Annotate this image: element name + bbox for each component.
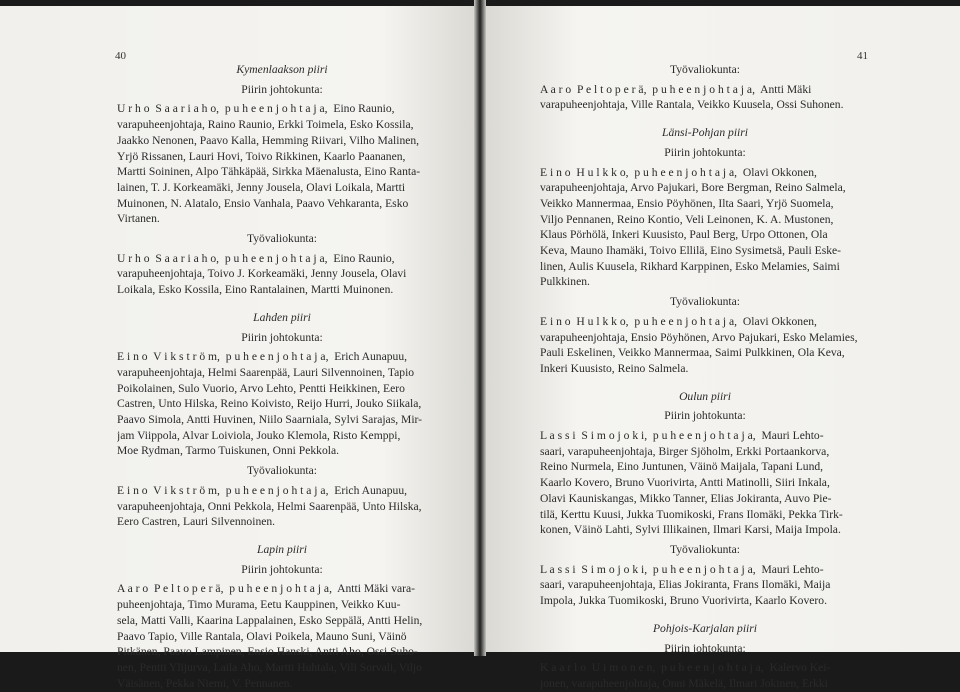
text-line: linen, Aulis Kuusela, Rikhard Karppinen, Esko Melamies, Saimi bbox=[540, 259, 840, 273]
member-list bbox=[117, 251, 447, 298]
text-line: varapuheenjohtaja, Helmi Saarenpää, Lauri Silvennoinen, Tapio bbox=[117, 365, 415, 379]
text-line: Keva, Mauno Ihamäki, Toivo Ellilä, Eino Sysimetsä, Pauli Eske- bbox=[540, 244, 842, 258]
text-line: Pulkkinen. bbox=[540, 275, 590, 289]
section-title: Pohjois-Karjalan piiri bbox=[652, 621, 758, 635]
section-heading: Piirin johtokunta: bbox=[664, 409, 746, 423]
text-line: A a r o P e l t o p e r ä, p u h e e n j o h t a j a, Antti Mäki vara- bbox=[117, 582, 416, 596]
text-line: tilä, Kerttu Kuusi, Jukka Tuomikoski, Frans Ilomäki, Pekka Tirk- bbox=[540, 507, 843, 521]
page-content bbox=[540, 62, 870, 692]
text-line: Virtanen. bbox=[117, 212, 160, 226]
section-title: Lapin piiri bbox=[257, 542, 307, 556]
text-line: Kaarlo Kovero, Bruno Vuorivirta, Antti Matinolli, Siiri Inkala, bbox=[540, 476, 830, 490]
member-list bbox=[117, 101, 447, 227]
text-line: jam Viippola, Alvar Loiviola, Jouko Klemola, Risto Kemppi, bbox=[117, 428, 401, 442]
section-heading: Työvaliokunta: bbox=[669, 542, 741, 556]
member-list bbox=[540, 562, 870, 609]
text-line: U r h o S a a r i a h o, p u h e e n j o h t a j a, Eino Raunio, bbox=[117, 102, 395, 116]
page-content bbox=[117, 62, 447, 691]
text-line: Veikko Mannermaa, Ensio Pöyhönen, Ilta Saari, Yrjö Suomela, bbox=[540, 196, 834, 210]
member-list bbox=[540, 428, 870, 538]
member-list bbox=[540, 165, 870, 291]
text-line: K a a r l o U i m o n e n, p u h e e n j o h t a j a, Kalervo Kei- bbox=[540, 661, 831, 675]
text-line: Castren, Unto Hilska, Reino Koivisto, Reijo Hurri, Jouko Siikala, bbox=[117, 397, 422, 411]
member-list bbox=[117, 581, 447, 691]
book-gutter bbox=[474, 0, 486, 656]
text-line: U r h o S a a r i a h o, p u h e e n j o h t a j a, Eino Raunio, bbox=[117, 251, 395, 265]
text-line: saari, varapuheenjohtaja, Elias Jokiranta, Frans Ilomäki, Maija bbox=[540, 578, 831, 592]
text-line: Inkeri Kuusisto, Reino Salmela. bbox=[540, 361, 689, 375]
text-line: Viljo Pennanen, Reino Kontio, Veli Leinonen, K. A. Mustonen, bbox=[540, 212, 834, 226]
section-heading: Työvaliokunta: bbox=[246, 464, 318, 478]
section-heading: Työvaliokunta: bbox=[669, 295, 741, 309]
section-heading: Piirin johtokunta: bbox=[241, 82, 323, 96]
section-heading: Piirin johtokunta: bbox=[241, 562, 323, 576]
text-line: varapuheenjohtaja, Raino Raunio, Erkki Toimela, Esko Kossila, bbox=[117, 118, 414, 132]
text-line: puheenjohtaja, Timo Murama, Eetu Kauppinen, Veikko Kuu- bbox=[117, 598, 401, 612]
section-heading: Piirin johtokunta: bbox=[664, 145, 746, 159]
left-page bbox=[0, 6, 478, 690]
page-number: 40 bbox=[115, 50, 126, 62]
text-line: Jaakko Nenonen, Paavo Kalla, Hemming Riivari, Vilho Malinen, bbox=[117, 133, 420, 147]
text-line: jonen, varapuheenjohtaja, Onni Mäkelä, Ilmari Jokinen, Erkki bbox=[540, 676, 828, 690]
text-line: Muinonen, N. Alatalo, Ensio Vanhala, Paavo Vehkaranta, Esko bbox=[117, 196, 409, 210]
member-list bbox=[540, 314, 870, 377]
member-list bbox=[117, 349, 447, 459]
text-line: varapuheenjohtaja, Ensio Pöyhönen, Arvo Pajukari, Esko Melamies, bbox=[540, 330, 858, 344]
member-list bbox=[540, 660, 870, 691]
section-title: Kymenlaakson piiri bbox=[236, 63, 328, 76]
text-line: Impola, Jukka Tuomikoski, Bruno Vuorivirta, Kaarlo Kovero. bbox=[540, 594, 827, 608]
text-line: saari, varapuheenjohtaja, Birger Sjöholm, Erkki Portaankorva, bbox=[540, 444, 830, 458]
section-title: Oulun piiri bbox=[679, 389, 731, 403]
member-list bbox=[117, 483, 447, 530]
text-line: Paavo Simola, Antti Huvinen, Niilo Saarniala, Sylvi Sarajas, Mir- bbox=[117, 413, 423, 427]
text-line: E i n o V i k s t r ö m, p u h e e n j o h t a j a, Erich Aunapuu, bbox=[117, 350, 408, 364]
section-heading: Piirin johtokunta: bbox=[664, 641, 746, 655]
page-number: 41 bbox=[857, 50, 868, 62]
text-line: varapuheenjohtaja, Toivo J. Korkeamäki, Jenny Jousela, Olavi bbox=[117, 267, 407, 281]
text-line: Yrjö Rissanen, Lauri Hovi, Toivo Rikkinen, Kaarlo Paananen, bbox=[117, 149, 406, 163]
text-line: L a s s i S i m o j o k i, p u h e e n j o h t a j a, Mauri Lehto- bbox=[540, 429, 824, 443]
text-line: E i n o H u l k k o, p u h e e n j o h t a j a, Olavi Okkonen, bbox=[540, 165, 817, 179]
text-line: nen, Pentti Ylijurva, Laila Aho, Martti Huhtala, Vili Sorvali, Viljo bbox=[117, 660, 422, 674]
text-line: Martti Soininen, Alpo Tähkäpää, Sirkka Mäenalusta, Eino Ranta- bbox=[117, 165, 421, 179]
section-heading: Työvaliokunta: bbox=[669, 63, 741, 76]
text-line: Poikolainen, Sulo Vuorio, Arvo Lehto, Pentti Heikkinen, Eero bbox=[117, 381, 405, 395]
text-line: varapuheenjohtaja, Ville Rantala, Veikko Kuusela, Ossi Suhonen. bbox=[540, 98, 844, 112]
text-line: Reino Nurmela, Eino Juntunen, Väinö Maijala, Tapani Lund, bbox=[540, 460, 824, 474]
text-line: Olavi Kauniskangas, Mikko Tanner, Elias Jokiranta, Auvo Pie- bbox=[540, 491, 832, 505]
text-line: sela, Matti Valli, Kaarina Lappalainen, Esko Seppälä, Antti Helin, bbox=[117, 613, 423, 627]
text-line: Paavo Tapio, Ville Rantala, Olavi Poikela, Mauno Suni, Väinö bbox=[117, 629, 407, 643]
section-heading: Työvaliokunta: bbox=[246, 232, 318, 246]
member-list bbox=[540, 82, 870, 113]
text-line: Väisänen, Pekka Niemi, V. Pennanen. bbox=[117, 676, 293, 690]
section-heading: Piirin johtokunta: bbox=[241, 330, 323, 344]
text-line: A a r o P e l t o p e r ä, p u h e e n j o h t a j a, Antti Mäki bbox=[540, 82, 812, 96]
right-page bbox=[482, 6, 960, 690]
text-line: Pitkänen, Paavo Lampinen, Ensio Hanski, Antti Aho, Ossi Suho- bbox=[117, 645, 418, 659]
text-line: konen, Väinö Lahti, Sylvi Illikainen, Ilmari Karsi, Maija Impola. bbox=[540, 523, 841, 537]
text-line: L a s s i S i m o j o k i, p u h e e n j o h t a j a, Mauri Lehto- bbox=[540, 562, 824, 576]
text-line: varapuheenjohtaja, Arvo Pajukari, Bore Bergman, Reino Salmela, bbox=[540, 181, 846, 195]
text-line: Moe Rydman, Tarmo Tuiskunen, Onni Pekkola. bbox=[117, 444, 340, 458]
text-line: E i n o H u l k k o, p u h e e n j o h t a j a, Olavi Okkonen, bbox=[540, 314, 817, 328]
text-line: Eero Castren, Lauri Silvennoinen. bbox=[117, 515, 276, 529]
text-line: E i n o V i k s t r ö m, p u h e e n j o h t a j a, Erich Aunapuu, bbox=[117, 483, 408, 497]
text-line: lainen, T. J. Korkeamäki, Jenny Jousela, Olavi Loikala, Martti bbox=[117, 180, 406, 194]
section-title: Länsi-Pohjan piiri bbox=[662, 126, 748, 140]
text-line: Pauli Eskelinen, Veikko Mannermaa, Saimi Pulkkinen, Ola Keva, bbox=[540, 346, 845, 360]
text-line: Loikala, Esko Kossila, Eino Rantalainen, Martti Muinonen. bbox=[117, 283, 394, 297]
text-line: Klaus Pörhölä, Inkeri Kuusisto, Paul Berg, Urpo Ottonen, Ola bbox=[540, 228, 828, 242]
section-title: Lahden piiri bbox=[253, 310, 311, 324]
text-line: varapuheenjohtaja, Onni Pekkola, Helmi Saarenpää, Unto Hilska, bbox=[117, 499, 422, 513]
